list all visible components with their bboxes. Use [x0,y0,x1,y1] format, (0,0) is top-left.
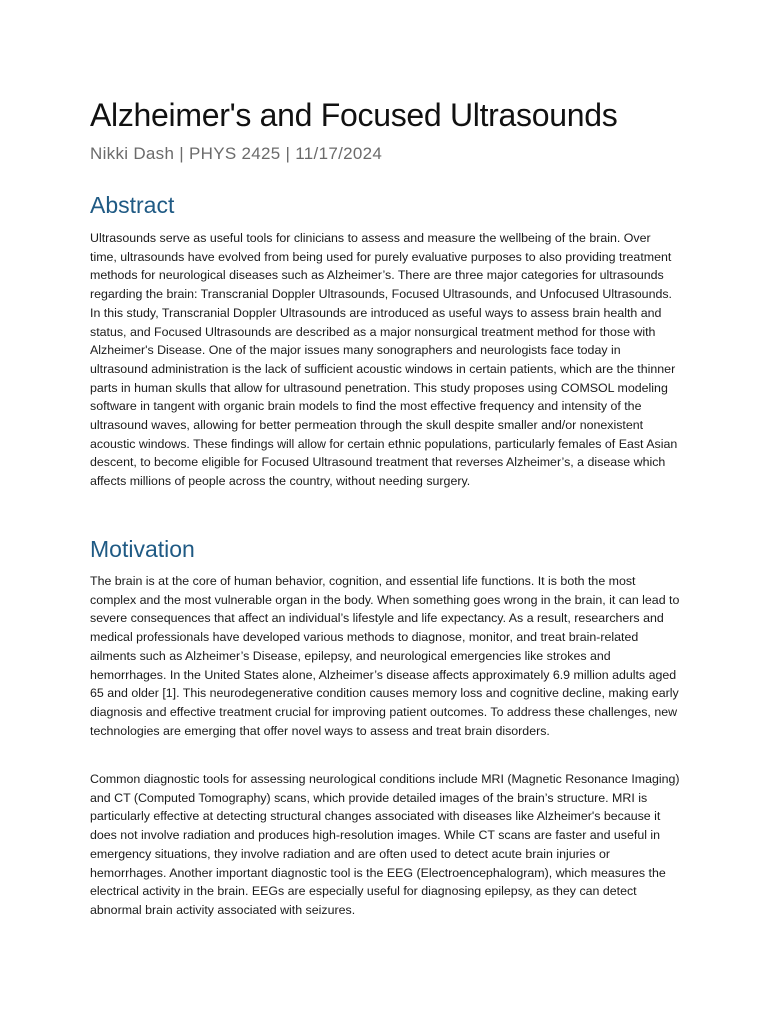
page-title: Alzheimer's and Focused Ultrasounds [90,97,618,133]
page-subtitle: Nikki Dash | PHYS 2425 | 11/17/2024 [90,144,383,163]
motivation-paragraph-2: Common diagnostic tools for assessing neurological conditions include MRI (Magnetic Resonance Imaging) and CT (Computed Tomography) scans, which provide detailed images of the brain’s structure. MRI is particularly effective at detecting structural changes associated with diseases like Alzheimer's because it does not involve radiation and produces high-resolution images. While CT scans are faster and useful in emergency situations, they involve radiation and are often used to detect acute brain injuries or hemorrhages. Another important diagnostic tool is the EEG (Electroencephalogram), which measures the electrical activity in the brain. EEGs are especially useful for diagnosing epilepsy, as they can detect abnormal brain activity associated with seizures. [90,772,680,917]
motivation-paragraph-1: The brain is at the core of human behavior, cognition, and essential life functions. It is both the most complex and the most vulnerable organ in the body. When something goes wrong in the brain, it can lead to severe consequences that affect an individual’s lifestyle and life expectancy. As a result, researchers and medical professionals have developed various methods to diagnose, monitor, and treat brain-related ailments such as Alzheimer’s Disease, epilepsy, and neurological emergencies like strokes and hemorrhages. In the United States alone, Alzheimer’s disease affects approximately 6.9 million adults aged 65 and older [1]. This neurodegenerative condition causes memory loss and cognitive decline, making early diagnosis and effective treatment crucial for improving patient outcomes. To address these challenges, new technologies are emerging that offer novel ways to assess and treat brain disorders. [90,574,680,738]
abstract-paragraph: Ultrasounds serve as useful tools for clinicians to assess and measure the wellbeing of the brain. Over time, ultrasounds have evolved from being used for purely evaluative purposes to also providing treatment methods for neurological diseases such as Alzheimer’s. There are three major categories for ultrasounds regarding the brain: Transcranial Doppler Ultrasounds, Focused Ultrasounds, and Unfocused Ultrasounds. In this study, Transcranial Doppler Ultrasounds are introduced as useful ways to assess brain health and status, and Focused Ultrasounds are described as a major nonsurgical treatment method for those with Alzheimer's Disease. One of the major issues many sonographers and neurologists face today in ultrasound administration is the lack of sufficient acoustic windows in certain patients, which are the thinner parts in human skulls that allow for ultrasound penetration. This study proposes using COMSOL modeling software in tangent with organic brain models to find the most effective frequency and intensity of the ultrasound waves, allowing for better permeation through the skull despite smaller and/or nonexistent acoustic windows. These findings will allow for certain ethnic populations, particularly females of East Asian descent, to become eligible for Focused Ultrasound treatment that reverses Alzheimer’s, a disease which affects millions of people across the country, without needing surgery. [90,231,678,489]
abstract-heading: Abstract [90,192,175,218]
motivation-heading: Motivation [90,536,195,562]
